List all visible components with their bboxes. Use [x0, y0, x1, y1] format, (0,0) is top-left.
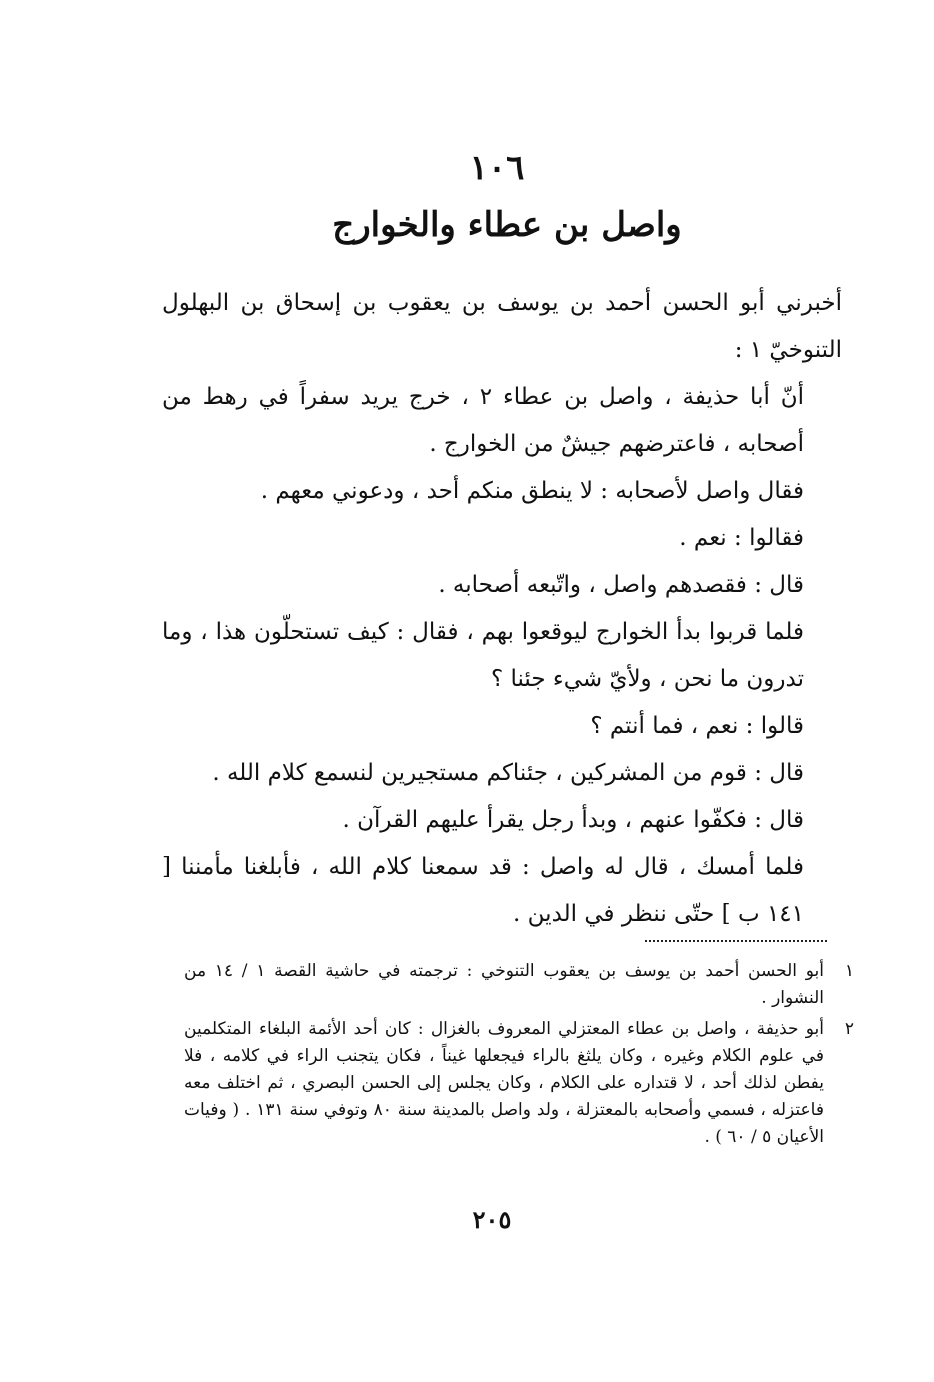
story-intro: أخبرني أبو الحسن أحمد بن يوسف بن يعقوب بن إسحاق بن البهلول التنوخيّ ١ : — [162, 290, 842, 363]
footnote — [184, 958, 854, 1012]
story-number: ١٠٦ — [469, 148, 525, 188]
footnote-text: أبو الحسن أحمد بن يوسف بن يعقوب التنوخي : ترجمته في حاشية القصة ١ / ١٤ من النشوار . — [184, 961, 824, 1008]
story-body — [162, 280, 842, 938]
paragraph: فلما أمسك ، قال له واصل : قد سمعنا كلام الله ، فأبلغنا مأمننا [ ١٤١ ب ] حتّى ننظر في الدين . — [162, 854, 804, 927]
footnote — [184, 1016, 854, 1151]
paragraph: قال : قوم من المشركين ، جئناكم مستجيرين لنسمع كلام الله . — [212, 760, 804, 786]
story-title: واصل بن عطاء والخوارج — [332, 205, 682, 245]
footnote-number: ١ — [844, 961, 854, 981]
paragraph: قالوا : نعم ، فما أنتم ؟ — [590, 713, 804, 739]
paragraph: أنّ أبا حذيفة ، واصل بن عطاء ٢ ، خرج يريد سفراً في رهط من أصحابه ، فاعترضهم جيشٌ من الخوارج . — [162, 384, 804, 457]
footnote-number: ٢ — [844, 1019, 854, 1039]
paragraph: فلما قربوا بدأ الخوارج ليوقعوا بهم ، فقال : كيف تستحلّون هذا ، وما تدرون ما نحن ، ولأيّ شيء جئنا ؟ — [162, 619, 804, 692]
page-number: ٢٠٥ — [472, 1205, 512, 1234]
footnotes — [184, 958, 854, 1155]
paragraph: قال : فكفّوا عنهم ، وبدأ رجل يقرأ عليهم القرآن . — [342, 807, 804, 833]
footnote-divider — [645, 940, 827, 942]
paragraph: قال : فقصدهم واصل ، واتّبعه أصحابه . — [438, 572, 804, 598]
footnote-text: أبو حذيفة ، واصل بن عطاء المعتزلي المعروف بالغزال : كان أحد الأئمة البلغاء المتكلمين في علوم الكلام وغيره ، وكان يلثغ بالراء فيجعلها غيناً ، فكان يتجنب الراء في كلامه ، فلا يفطن لذلك أحد ، لا قتداره على الكلام ، وكان يجلس إلى الحسن البصري ، ثم اختلف معه فاعتزله ، فسمي وأصحابه بالمعتزلة ، ولد واصل بالمدينة سنة ٨٠ وتوفي سنة ١٣١ . ( وفيات الأعيان ٥ / ٦٠ ) . — [184, 1019, 824, 1147]
paragraph: فقال واصل لأصحابه : لا ينطق منكم أحد ، ودعوني معهم . — [260, 478, 804, 504]
paragraph: فقالوا : نعم . — [679, 525, 804, 551]
